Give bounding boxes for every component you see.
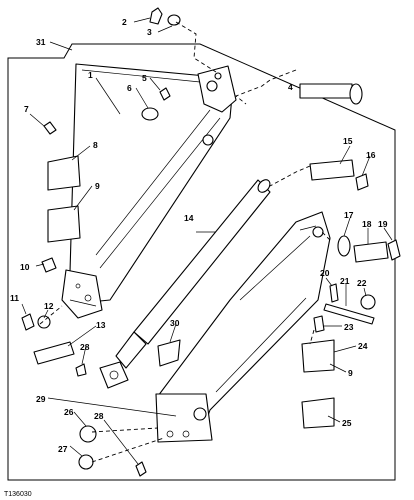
callout-13: 13 — [96, 320, 106, 330]
wear-plate-24 — [302, 340, 334, 372]
callout-6: 6 — [127, 83, 132, 93]
bolt-20 — [330, 284, 338, 302]
callout-12: 12 — [44, 301, 54, 311]
callout-10: 10 — [20, 262, 30, 272]
callout-19: 19 — [378, 219, 388, 229]
callout-5: 5 — [142, 73, 147, 83]
callout-21: 21 — [340, 276, 350, 286]
grease-fitting-28-upper — [76, 364, 86, 376]
callout-17: 17 — [344, 210, 354, 220]
callout-9-lower: 9 — [348, 368, 353, 378]
callout-22: 22 — [357, 278, 367, 288]
pin-15 — [310, 160, 354, 180]
bushing-27 — [79, 455, 93, 469]
bushing-17 — [338, 236, 350, 256]
nut-10 — [42, 258, 56, 272]
grease-fitting-28-lower — [136, 462, 146, 476]
bushing-26 — [80, 426, 96, 442]
callout-27: 27 — [58, 444, 68, 454]
snap-ring-16 — [356, 174, 368, 190]
callout-29: 29 — [36, 394, 46, 404]
callout-28-upper: 28 — [80, 342, 90, 352]
callout-2: 2 — [122, 17, 127, 27]
pin-13 — [34, 342, 74, 364]
callout-23: 23 — [344, 322, 354, 332]
pin-4 — [300, 84, 362, 104]
callout-4: 4 — [288, 82, 293, 92]
callout-31: 31 — [36, 37, 46, 47]
callout-8: 8 — [93, 140, 98, 150]
callout-3: 3 — [147, 27, 152, 37]
wear-plate-8 — [48, 156, 80, 190]
callout-1: 1 — [88, 70, 93, 80]
snap-ring-19 — [388, 240, 400, 260]
snap-ring-11 — [22, 314, 34, 330]
callout-28-lower: 28 — [94, 411, 104, 421]
pin-18 — [354, 242, 388, 262]
callout-11: 11 — [10, 293, 19, 303]
bolt-7 — [44, 122, 56, 134]
callout-15: 15 — [343, 136, 353, 146]
callout-18: 18 — [362, 219, 372, 229]
bolt-23 — [314, 316, 324, 332]
shim-30 — [158, 340, 180, 366]
callout-24: 24 — [358, 341, 368, 351]
callout-14: 14 — [184, 213, 194, 223]
callout-16: 16 — [366, 150, 376, 160]
callout-7: 7 — [24, 104, 29, 114]
callout-20: 20 — [320, 268, 330, 278]
callout-25: 25 — [342, 418, 352, 428]
clip-22 — [361, 295, 375, 309]
callout-9-upper: 9 — [95, 181, 100, 191]
wear-plate-9-upper — [48, 206, 80, 242]
figure-id: T136030 — [4, 491, 32, 498]
callout-30: 30 — [170, 318, 180, 328]
wear-plate-9-lower — [302, 398, 334, 428]
bushing-6 — [142, 108, 158, 120]
callout-26: 26 — [64, 407, 74, 417]
snap-ring-2 — [150, 8, 162, 24]
